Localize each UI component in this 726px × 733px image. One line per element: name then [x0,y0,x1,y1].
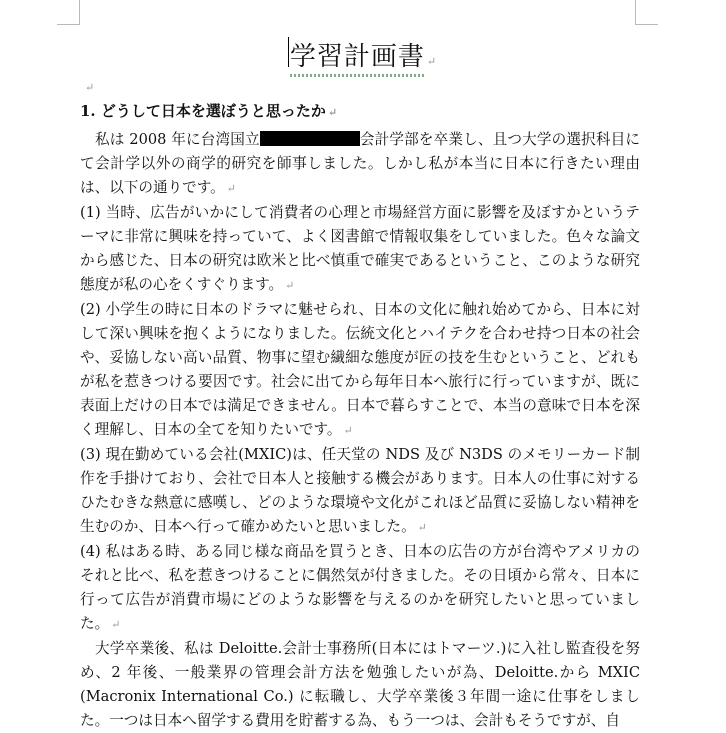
intro-text-start: 私は 2008 年に台湾国立 [95,131,260,148]
document-title[interactable] [290,36,425,73]
page-corner-mark-top-left [57,0,80,25]
paragraph-mark-icon: ↵ [226,182,236,195]
section-heading [80,100,640,124]
intro-paragraph [80,128,640,201]
reason-paragraph [80,540,640,637]
paragraph-mark-icon: ↵ [85,81,95,94]
paragraph-mark-icon: ↵ [343,424,353,437]
paragraph-mark-icon: ↵ [426,55,437,68]
title-line [0,36,726,73]
closing-text: 大学卒業後、私は Deloitte.会計士事務所(日本にはトマーツ.)に入社し監査役を努め、2 年後、一般業界の管理会計方法を勉強したいが為、Deloitte.から MXIC (Macronix International Co.) に転職し、大学卒業後３年間一途に仕事をしました。一つは日本へ留学する費用を貯蓄する為、もう一つは、会計もそうですが、自 [80,640,640,729]
page-corner-mark-top-right [635,0,658,25]
reason-text: (4) 私はある時、ある同じ様な商品を買うとき、日本の広告の方が台湾やアメリカのそれと比べ、私を惹きつけることに偶然気が付きました。その日頃から常々、日本に行って広告が消費市場にどのような影響を与えるのかを研究したいと思っていました。 [80,543,640,632]
paragraph-mark-icon: ↵ [285,279,295,292]
document-title-text: 学習計画書 [289,42,425,72]
paragraph-mark-icon: ↵ [327,106,338,119]
reason-text: (1) 当時、広告がいかにして消費者の心理と市場経営方面に影響を及ぼすかというテーマに非常に興味を持っていて、よく図書館で情報収集をしていました。色々な論文から感じた、日本の研究は欧米と比べ慎重で確実であるということ、このような研究態度が私の心をくすぐります。 [80,204,640,293]
text-cursor [288,37,289,67]
reason-text: (2) 小学生の時に日本のドラマに魅せられ、日本の文化に触れ始めてから、日本に対して深い興味を抱くようになりました。伝統文化とハイテクを合わせ持つ日本の社会や、妥協しない高い品質、物事に望む繊細な態度が匠の技を生むということ、どれもが私を惹きつける要因です。社会に出てから毎年日本へ旅行に行っていますが、既に表面上だけの日本では満足できません。日本で暮らすことで、本当の意味で日本を深く理解し、日本の全てを知りたいです。 [80,301,640,438]
redaction-block [260,131,360,146]
reason-paragraph [80,201,640,298]
reason-paragraph [80,443,640,540]
section-heading-text: 1. どうして日本を選ぼうと思ったか [80,102,326,120]
paragraph-mark-icon: ↵ [111,618,121,631]
document-body[interactable] [80,100,640,733]
intro-text-end: 会計学部を卒業し、且つ大学の選択科目にて会計学以外の商学的研究を師事しました。しかし私が本当に日本に行きたい理由は、以下の通りです。 [80,131,640,196]
reason-text: (3) 現在勤めている会社(MXIC)は、任天堂の NDS 及び N3DS のメモリーカード制作を手掛けており、会社で日本人と接触する機会があります。日本人の仕事に対するひたむきな熱意に感嘆し、どのような環境や文化がこれほど品質に妥協しない精神を生むのか、日本へ行って確かめたいと思いました。 [80,446,640,535]
closing-paragraph [80,637,640,733]
reason-paragraph [80,298,640,443]
paragraph-mark-icon: ↵ [417,521,427,534]
spellcheck-underline [290,74,425,77]
